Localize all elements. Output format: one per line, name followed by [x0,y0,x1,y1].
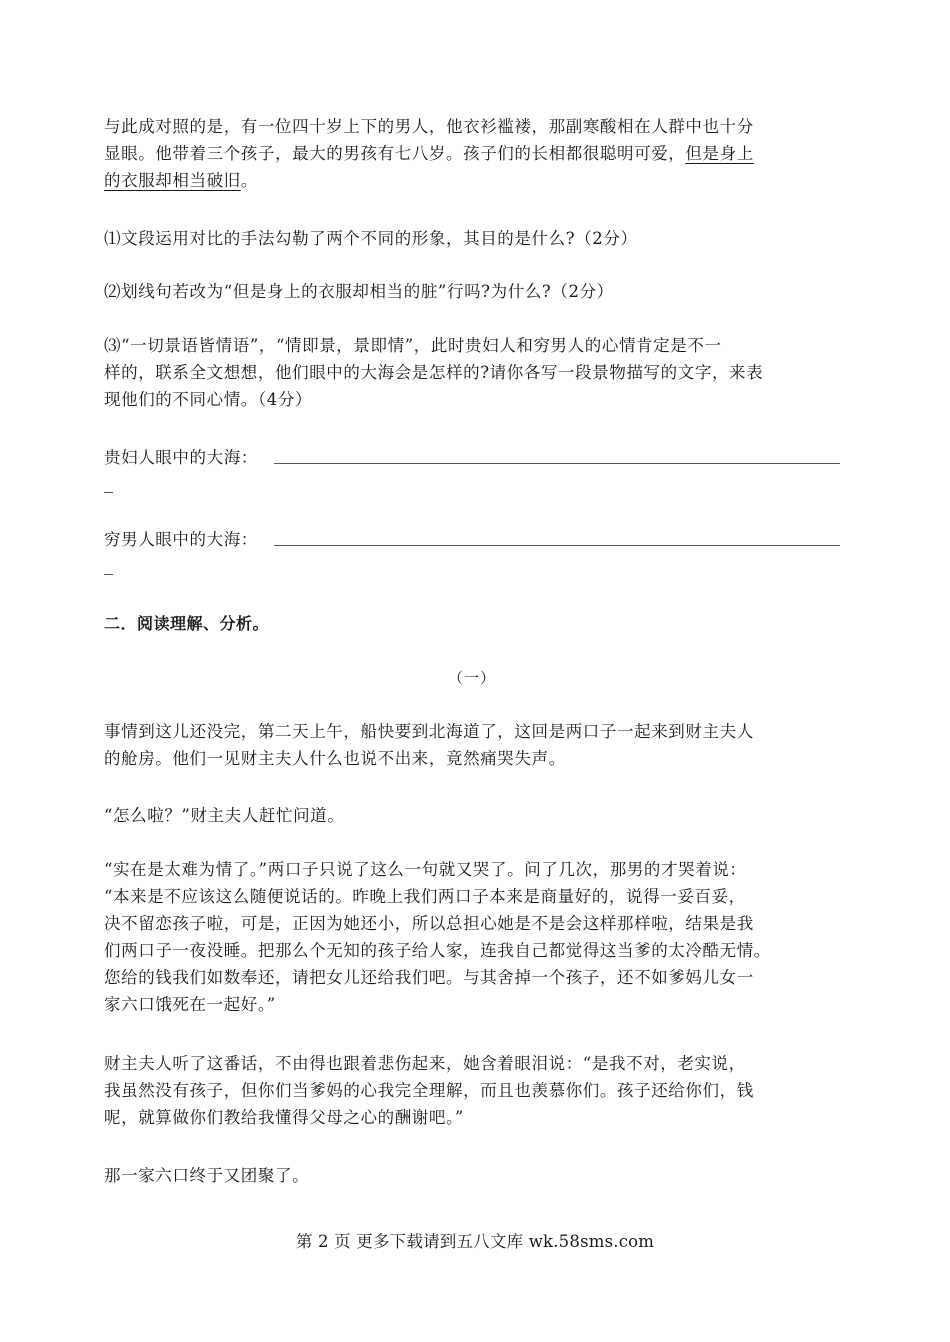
section-heading: 二．阅读理解、分析。 [104,614,270,633]
passage2-paragraph-3 [104,856,840,1018]
section-subheading: （一） [447,669,496,687]
text-line: 家六口饿死在一起好。” [104,995,276,1014]
text-line: 您给的钱我们如数奉还，请把女儿还给我们吧。与其舍掉一个孩子，还不如爹妈儿女一 [104,968,754,987]
text-line: 现他们的不同心情。（4分） [104,390,313,409]
answer-poor-man [104,526,840,553]
answer-label: 穷男人眼中的大海： [104,530,258,549]
question-2: ⑵划线句若改为“但是身上的衣服却相当的脏”行吗?为什么?（2分） [104,282,614,301]
text-line [104,140,840,167]
text-line: “实在是太难为情了。”两口子只说了这么一句就又哭了。问了几次，那男的才哭着说： [104,860,747,879]
text-line: ⑶“一切景语皆情语”，“情即景，景即情”，此时贵妇人和穷男人的心情肯定是不一 [104,336,722,355]
answer-blank-tail [104,574,113,575]
text-segment: 显眼。他带着三个孩子，最大的男孩有七八岁。孩子们的长相都很聪明可爱， [104,144,686,163]
text-line: 们两口子一夜没睡。把那么个无知的孩子给人家，连我自己都觉得这当爹的太冷酷无情。 [104,941,771,960]
text-line: 我虽然没有孩子，但你们当爹妈的心我完全理解，而且也羡慕你们。孩子还给你们，钱 [104,1081,754,1100]
answer-blank-line[interactable] [274,463,840,464]
passage2-paragraph-4 [104,1050,840,1131]
text-segment: 。 [240,171,258,190]
text-line: 与此成对照的是，有一位四十岁上下的男人，他衣衫褴褛，那副寒酸相在人群中也十分 [104,117,754,136]
text-line: “本来是不应该这么随便说话的。昨晚上我们两口子本来是商量好的，说得一妥百妥， [104,887,746,906]
text-line: 的舱房。他们一见财主夫人什么也说不出来，竟然痛哭失声。 [104,749,566,768]
text-line: 事情到这儿还没完，第二天上午，船快要到北海道了，这回是两口子一起来到财主夫人 [104,722,754,741]
text-line: 样的，联系全文想想，他们眼中的大海会是怎样的?请你各写一段景物描写的文字，来表 [104,363,764,382]
passage2-paragraph-1 [104,718,840,772]
underlined-sentence-part: 但是身上 [685,144,754,163]
answer-blank-tail [104,492,113,493]
text-line: 呢，就算做你们教给我懂得父母之心的酬谢吧。” [104,1108,464,1127]
answer-label: 贵妇人眼中的大海： [104,448,258,467]
passage-top [104,113,840,194]
passage2-paragraph-5: 那一家六口终于又团聚了。 [104,1166,310,1185]
question-3 [104,332,840,413]
text-line: 财主夫人听了这番话，不由得也跟着悲伤起来，她含着眼泪说：“是我不对，老实说， [104,1054,746,1073]
text-line [104,167,840,194]
passage2-paragraph-2: “怎么啦？”财主夫人赶忙问道。 [104,806,345,825]
underlined-sentence-part: 的衣服却相当破旧 [104,171,241,190]
answer-blank-line[interactable] [274,545,840,546]
text-line: 决不留恋孩子啦，可是，正因为她还小，所以总担心她是不是会这样那样啦，结果是我 [104,914,754,933]
page-footer: 第 2 页 更多下载请到五八文库 wk.58sms.com [295,1232,655,1251]
answer-rich-woman [104,444,840,471]
question-1: ⑴文段运用对比的手法勾勒了两个不同的形象，其目的是什么?（2分） [104,229,638,248]
